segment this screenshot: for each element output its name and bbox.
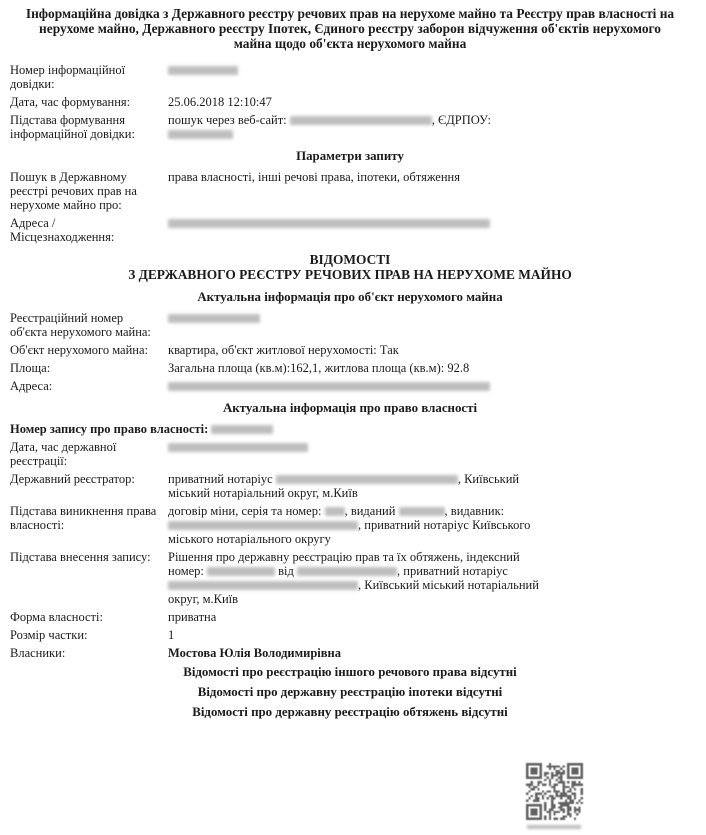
qr-block xyxy=(524,763,584,829)
field-value-text: пошук через веб-сайт: xyxy=(168,113,290,127)
field-value-text: Мостова Юлія Володимирівна xyxy=(168,646,341,660)
field-value xyxy=(168,440,668,468)
section-heading: Відомості про реєстрацію іншого речового права відсутні xyxy=(183,665,517,679)
field-value-text: 25.06.2018 12:10:47 xyxy=(168,95,272,109)
section-heading xyxy=(10,252,690,282)
field-value xyxy=(168,472,668,500)
qr-caption-redacted xyxy=(527,825,581,829)
redacted-value xyxy=(297,567,397,576)
field-value-text: договір міни, серія та номер: xyxy=(168,504,325,518)
field-value-text: , видавник: xyxy=(444,504,505,518)
field-label: Адреса: xyxy=(10,379,53,393)
field-label: Номер запису про право власності: xyxy=(10,422,209,436)
field-value-text: міський нотаріальний округ, м.Київ xyxy=(168,486,358,500)
redacted-value xyxy=(325,507,345,516)
field-value-text: , Київський xyxy=(457,472,520,486)
field-value-text: Рішення про державну реєстрацію прав та їх обтяжень, індексний xyxy=(168,550,520,564)
redacted-value xyxy=(399,507,445,516)
field-row xyxy=(10,361,690,375)
field-value-text: приватний нотаріус xyxy=(168,472,276,486)
field-value xyxy=(168,95,668,109)
field-value-text: квартира, об'єкт житлової нерухомості: Так xyxy=(168,343,399,357)
redacted-value xyxy=(168,443,308,452)
redacted-value xyxy=(168,382,490,391)
redacted-value xyxy=(168,521,358,530)
field-label: Підстава внесення запису: xyxy=(10,550,151,564)
redacted-value xyxy=(168,581,358,590)
heading-line: З ДЕРЖАВНОГО РЕЄСТРУ РЕЧОВИХ ПРАВ НА НЕРУХОМЕ МАЙНО xyxy=(128,267,572,282)
field-row xyxy=(10,472,690,500)
field-label: Об'єкт нерухомого майна: xyxy=(10,343,148,357)
field-label: Власники: xyxy=(10,646,66,660)
field-value-text: , приватний нотаріус xyxy=(397,564,508,578)
section-heading: Відомості про державну реєстрацію іпотеки відсутні xyxy=(197,685,503,699)
field-label: Розмір частки: xyxy=(10,628,88,642)
field-row xyxy=(10,628,690,642)
field-row xyxy=(10,170,690,212)
field-row xyxy=(10,343,690,357)
field-label: Підстава формування інформаційної довідки: xyxy=(10,113,135,141)
field-value xyxy=(168,170,668,212)
section-heading: Параметри запиту xyxy=(296,149,404,163)
field-label: Пошук в Державному реєстрі речових прав на нерухоме майно про: xyxy=(10,170,137,212)
field-value-text: , приватний нотаріус Київського xyxy=(358,518,531,532)
field-label: Державний реєстратор: xyxy=(10,472,135,486)
field-value xyxy=(168,504,668,546)
field-value xyxy=(168,63,668,91)
field-value xyxy=(168,646,668,660)
section-heading: Актуальна інформація про об'єкт нерухомого майна xyxy=(197,290,503,304)
field-row xyxy=(10,95,690,109)
field-value-text: округ, м.Київ xyxy=(168,592,239,606)
field-value-text: Загальна площа (кв.м):162,1, житлова площа (кв.м): 92.8 xyxy=(168,361,470,375)
field-label: Дата, час державної реєстрації: xyxy=(10,440,117,468)
field-row xyxy=(10,610,690,624)
field-row xyxy=(10,113,690,141)
field-value xyxy=(168,216,668,244)
field-value xyxy=(168,550,668,606)
section-heading: Відомості про державну реєстрацію обтяжень відсутні xyxy=(192,705,508,719)
field-row xyxy=(10,63,690,91)
heading-line: ВІДОМОСТІ xyxy=(309,252,391,267)
field-value xyxy=(168,628,668,642)
field-value xyxy=(168,343,668,357)
document-title: Інформаційна довідка з Державного реєстру речових прав на нерухоме майно та Реєстру прав власності на нерухоме майно, Державного реєстру Іпотек, Єдиного реєстру заборон відчуження об'єктів нерухомого майна щодо об'єкта нерухомого майна xyxy=(25,6,675,51)
field-label: Адреса / Місцезнаходження: xyxy=(10,216,115,244)
field-row xyxy=(10,646,690,660)
redacted-value xyxy=(276,475,458,484)
field-row xyxy=(10,311,690,339)
redacted-value xyxy=(290,116,432,125)
field-value-text: права власності, інші речові права, іпотеки, обтяження xyxy=(168,170,460,184)
redacted-value xyxy=(168,219,490,228)
field-value xyxy=(168,361,668,375)
field-label: Номер інформаційної довідки: xyxy=(10,63,126,91)
field-value xyxy=(211,422,273,436)
redacted-value xyxy=(168,314,260,323)
field-value-text: 1 xyxy=(168,628,175,642)
section-heading: Актуальна інформація про право власності xyxy=(222,401,478,415)
field-row xyxy=(10,216,690,244)
redacted-value xyxy=(211,425,273,434)
document-sections xyxy=(10,63,690,720)
field-label: Дата, час формування: xyxy=(10,95,131,109)
field-value-text: , ЄДРПОУ: xyxy=(431,113,491,127)
field-row xyxy=(10,504,690,546)
field-row xyxy=(10,379,690,393)
field-value-text: від xyxy=(275,564,298,578)
field-value xyxy=(168,610,668,624)
field-value-text: , Київський міський нотаріальний xyxy=(358,578,539,592)
field-label: Підстава виникнення права власності: xyxy=(10,504,157,532)
qr-code-icon xyxy=(526,763,583,820)
field-label: Реєстраційний номер об'єкта нерухомого майна: xyxy=(10,311,151,339)
field-label: Форма власності: xyxy=(10,610,103,624)
redacted-value xyxy=(168,66,238,75)
field-value xyxy=(168,379,668,393)
field-row xyxy=(10,550,690,606)
field-value-text: приватна xyxy=(168,610,217,624)
field-row-inline xyxy=(10,422,690,436)
field-value xyxy=(168,113,668,141)
redacted-value xyxy=(168,130,233,139)
field-value xyxy=(168,311,668,339)
field-value-text: , виданий xyxy=(344,504,399,518)
field-label: Площа: xyxy=(10,361,51,375)
field-value-text: номер: xyxy=(168,564,208,578)
field-value-text: міського нотаріального округу xyxy=(168,532,331,546)
redacted-value xyxy=(207,567,275,576)
field-row xyxy=(10,440,690,468)
